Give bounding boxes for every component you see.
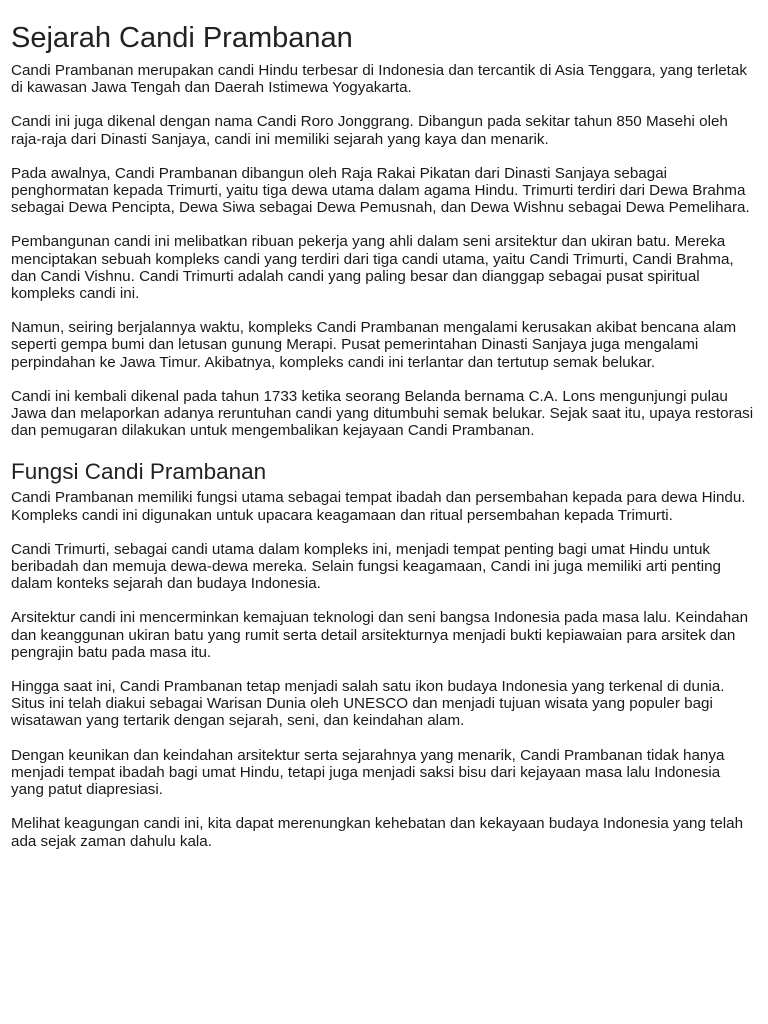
paragraph: Candi ini juga dikenal dengan nama Candi Roro Jonggrang. Dibangun pada sekitar tahun 850 Masehi oleh raja-raja dari Dinasti Sanjaya, candi ini memiliki sejarah yang kaya dan menarik. bbox=[11, 113, 728, 148]
section-sejarah bbox=[11, 21, 756, 439]
paragraph: Hingga saat ini, Candi Prambanan tetap menjadi salah satu ikon budaya Indonesia yang terkenal di dunia. Situs ini telah diakui sebagai Warisan Dunia oleh UNESCO dan menjadi tujuan wisata yang populer bagi wisatawan yang tertarik dengan sejarah, seni, dan keindahan alam. bbox=[11, 678, 725, 730]
paragraph: Candi Prambanan memiliki fungsi utama sebagai tempat ibadah dan persembahan kepada para dewa Hindu. Kompleks candi ini digunakan untuk upacara keagamaan dan ritual persembahan kepada Trimurti. bbox=[11, 489, 746, 524]
paragraph: Namun, seiring berjalannya waktu, kompleks Candi Prambanan mengalami kerusakan akibat bencana alam seperti gempa bumi dan letusan gunung Merapi. Pusat pemerintahan Dinasti Sanjaya juga mengalami perpindahan ke Jawa Timur. Akibatnya, kompleks candi ini terlantar dan tertutup semak belukar. bbox=[11, 319, 737, 371]
paragraph: Pada awalnya, Candi Prambanan dibangun oleh Raja Rakai Pikatan dari Dinasti Sanjaya sebagai penghormatan kepada Trimurti, yaitu tiga dewa utama dalam agama Hindu. Trimurti terdiri dari Dewa Brahma sebagai Dewa Pencipta, Dewa Siwa sebagai Dewa Pemusnah, dan Dewa Wishnu sebagai Dewa Pemelihara. bbox=[11, 164, 750, 217]
paragraph: Dengan keunikan dan keindahan arsitektur serta sejarahnya yang menarik, Candi Prambanan tidak hanya menjadi tempat ibadah bagi umat Hindu, tetapi juga menjadi saksi bisu dari kejayaan masa lalu Indonesia yang patut diapresiasi. bbox=[11, 746, 725, 799]
page-title: Sejarah Candi Prambanan bbox=[11, 22, 353, 54]
section-fungsi bbox=[11, 459, 756, 849]
paragraph: Pembangunan candi ini melibatkan ribuan pekerja yang ahli dalam seni arsitektur dan ukiran batu. Mereka menciptakan sebuah kompleks candi yang terdiri dari tiga candi utama, yaitu Candi Trimurti, Candi Brahma, dan Candi Vishnu. Candi Trimurti adalah candi yang paling besar dan dianggap sebagai pusat spiritual kompleks candi ini. bbox=[11, 233, 734, 303]
paragraph: Candi Trimurti, sebagai candi utama dalam kompleks ini, menjadi tempat penting bagi umat Hindu untuk beribadah dan memuja dewa-dewa mereka. Selain fungsi keagamaan, Candi ini juga memiliki arti penting dalam konteks sejarah dan budaya Indonesia. bbox=[11, 540, 721, 593]
paragraph: Melihat keagungan candi ini, kita dapat merenungkan kehebatan dan kekayaan budaya Indonesia yang telah ada sejak zaman dahulu kala. bbox=[11, 815, 744, 850]
paragraph: Candi ini kembali dikenal pada tahun 1733 ketika seorang Belanda bernama C.A. Lons mengunjungi pulau Jawa dan melaporkan adanya reruntuhan candi yang ditumbuhi semak belukar. Sejak saat itu, upaya restorasi dan pemugaran dilakukan untuk mengembalikan kejayaan Candi Prambanan. bbox=[11, 387, 754, 440]
paragraph: Arsitektur candi ini mencerminkan kemajuan teknologi dan seni bangsa Indonesia pada masa lalu. Keindahan dan keanggunan ukiran batu yang rumit serta detail arsitekturnya menjadi bukti kepiawaian para arsitek dan pengrajin batu pada masa itu. bbox=[11, 609, 749, 661]
section-heading: Fungsi Candi Prambanan bbox=[11, 459, 267, 485]
paragraph: Candi Prambanan merupakan candi Hindu terbesar di Indonesia dan tercantik di Asia Tenggara, yang terletak di kawasan Jawa Tengah dan Daerah Istimewa Yogyakarta. bbox=[11, 62, 747, 97]
